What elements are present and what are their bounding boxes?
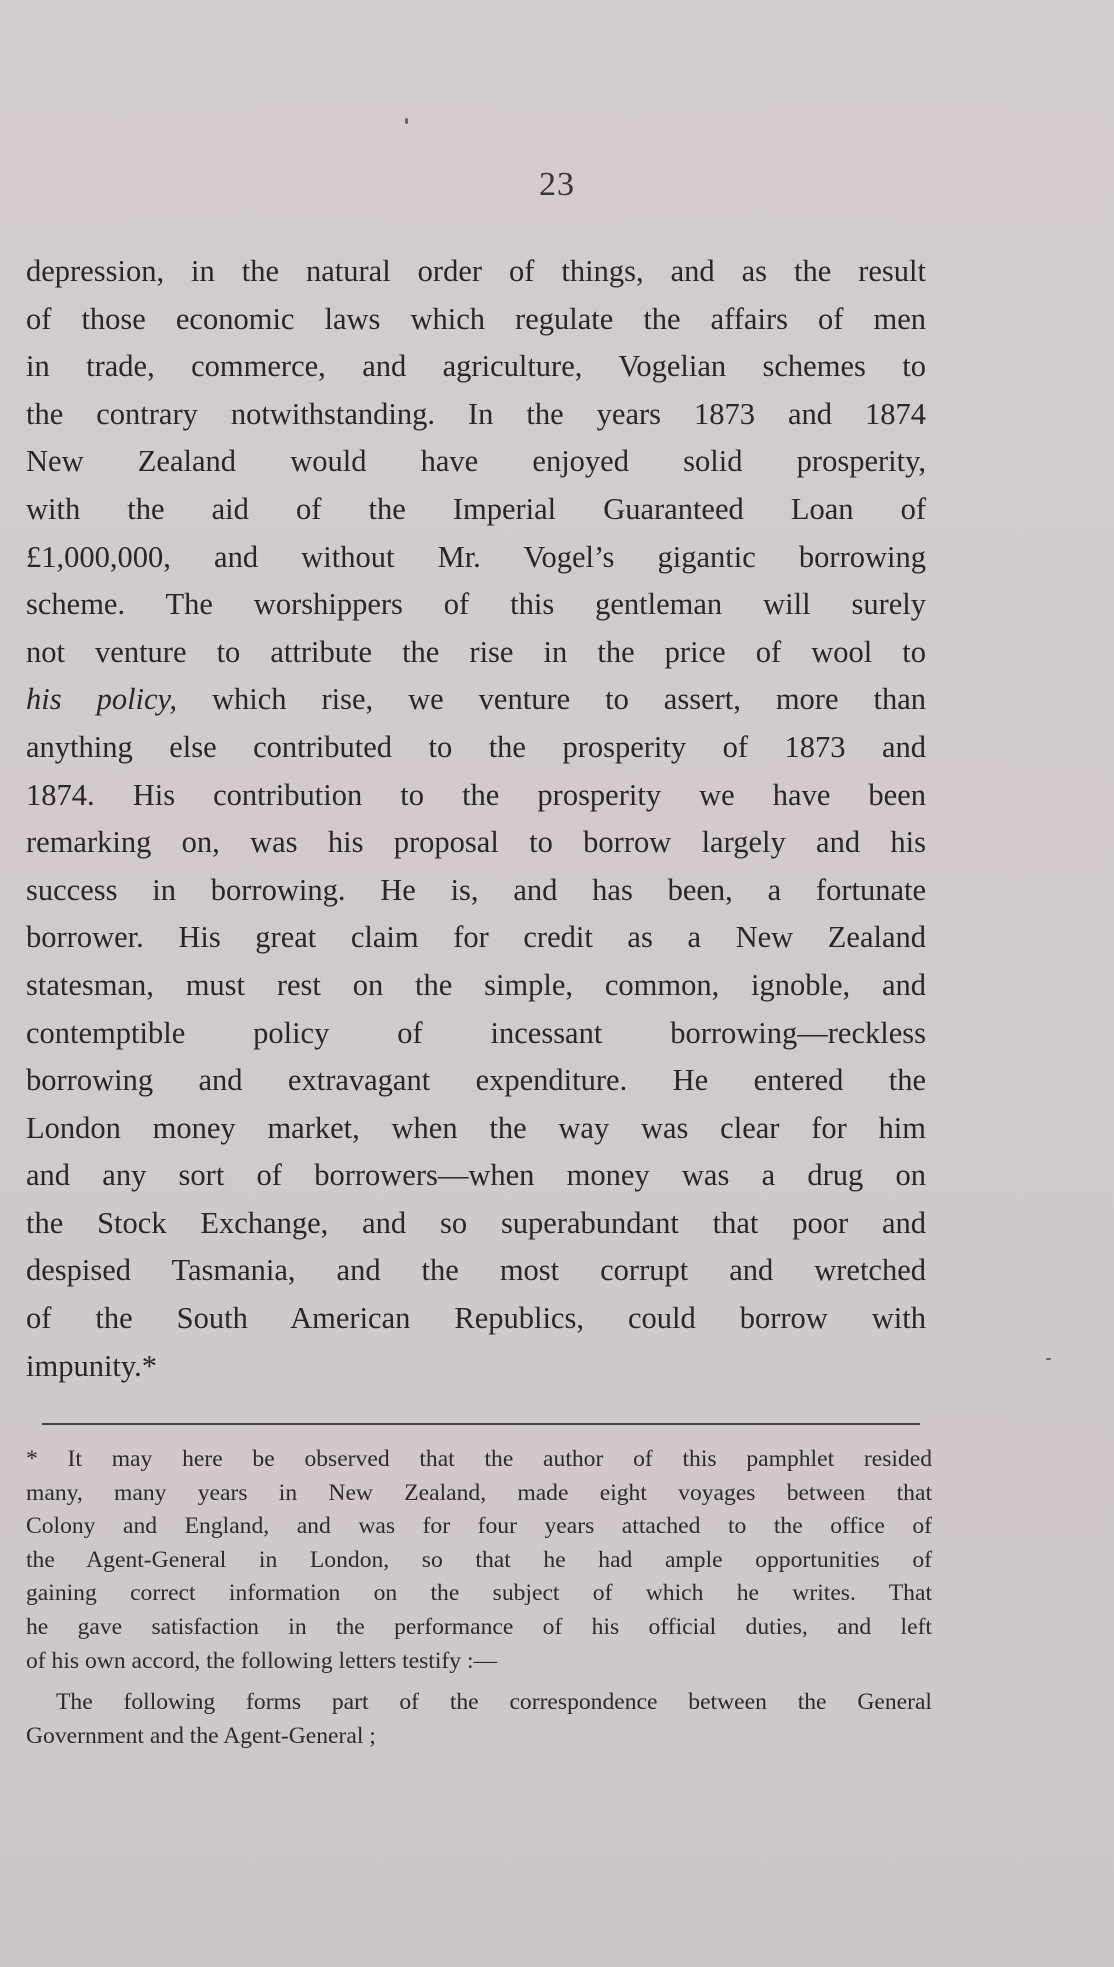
footnote-line: of his own accord, the following letters testify :— <box>26 1647 498 1674</box>
body-line: the contrary notwithstanding. In the years 1873 and 1874 <box>26 396 926 431</box>
body-line: £1,000,000, and without Mr. Vogel’s gigantic borrowing <box>26 539 926 574</box>
body-line: and any sort of borrowers—when money was a drug on <box>26 1158 926 1193</box>
body-line: impunity.* <box>26 1348 158 1383</box>
footnote-divider <box>42 1423 920 1425</box>
footnote-line: many, many years in New Zealand, made eight voyages between that <box>26 1479 932 1506</box>
body-line: New Zealand would have enjoyed solid prosperity, <box>26 444 926 479</box>
body-line: not venture to attribute the rise in the price of wool to <box>26 634 926 669</box>
body-line: 1874. His contribution to the prosperity we have been <box>26 777 926 812</box>
footnote-line: the Agent-General in London, so that he had ample opportunities of <box>26 1546 932 1573</box>
footnote-line: gaining correct information on the subject of which he writes. That <box>26 1580 932 1607</box>
body-line: in trade, commerce, and agriculture, Vogelian schemes to <box>26 349 926 384</box>
footnote-line: Government and the Agent-General ; <box>26 1722 376 1749</box>
body-line-italic: his policy, which rise, we venture to assert, more than <box>26 682 926 717</box>
footnote-line: Colony and England, and was for four years attached to the office of <box>26 1513 932 1540</box>
page-number: 23 <box>539 166 575 203</box>
body-line: remarking on, was his proposal to borrow largely and his <box>26 825 926 860</box>
footnote-line: The following forms part of the correspondence between the General <box>56 1689 932 1716</box>
body-line: success in borrowing. He is, and has been, a fortunate <box>26 872 926 907</box>
body-line: statesman, must rest on the simple, common, ignoble, and <box>26 967 926 1002</box>
footnote-line: * It may here be observed that the author of this pamphlet resided <box>26 1446 932 1472</box>
body-line: London money market, when the way was clear for him <box>26 1110 926 1145</box>
body-line: of the South American Republics, could borrow with <box>26 1301 926 1336</box>
footnote-paragraph-2 <box>26 1686 932 1753</box>
body-line: borrower. His great claim for credit as a New Zealand <box>26 920 926 955</box>
ink-speck <box>1046 1358 1051 1360</box>
footnote-line: he gave satisfaction in the performance of his official duties, and left <box>26 1613 932 1640</box>
body-line: depression, in the natural order of things, and as the result <box>26 254 926 288</box>
body-text <box>26 248 926 1390</box>
italic-phrase: his policy, <box>26 682 178 717</box>
body-line: anything else contributed to the prosperity of 1873 and <box>26 729 926 764</box>
body-line: contemptible policy of incessant borrowing—reckless <box>26 1015 926 1050</box>
body-line: borrowing and extravagant expenditure. He entered the <box>26 1063 926 1098</box>
body-line: despised Tasmania, and the most corrupt and wretched <box>26 1253 926 1288</box>
body-line: with the aid of the Imperial Guaranteed Loan of <box>26 491 926 526</box>
body-line: the Stock Exchange, and so superabundant that poor and <box>26 1205 926 1240</box>
footnote <box>26 1443 932 1753</box>
ink-speck <box>405 118 408 124</box>
body-line: of those economic laws which regulate the affairs of men <box>26 301 926 336</box>
body-line: scheme. The worshippers of this gentleman will surely <box>26 587 926 622</box>
